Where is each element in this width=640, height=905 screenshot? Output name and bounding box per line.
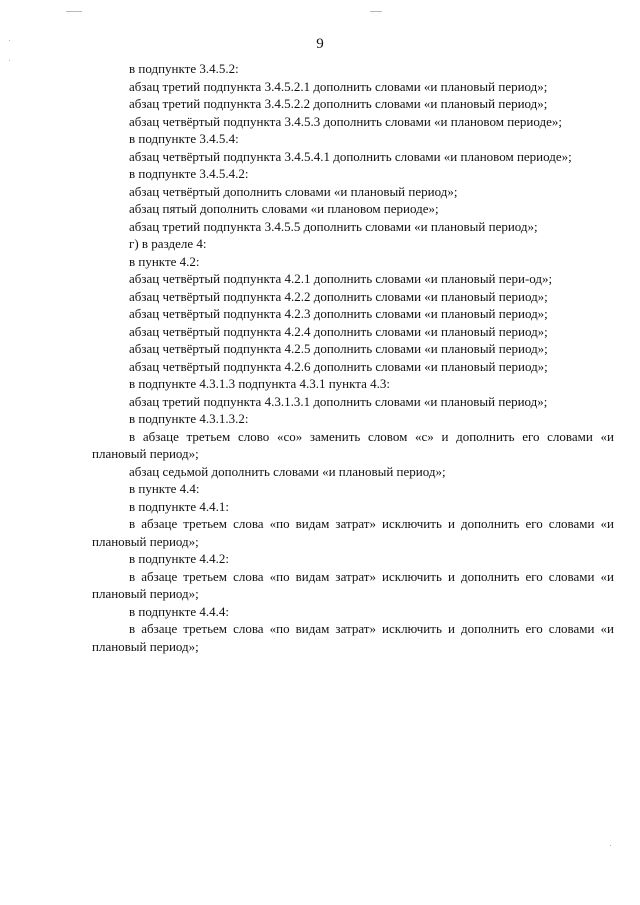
paragraph: в подпункте 4.3.1.3.2: (129, 411, 249, 426)
scan-dot-left-2 (9, 60, 10, 61)
document-body (92, 60, 614, 655)
paragraph: абзац третий подпункта 4.3.1.3.1 дополнить словами «и плановый период»; (129, 393, 548, 409)
paragraph: абзац четвёртый подпункта 4.2.1 дополнить словами «и плановый пери-од»; (129, 271, 553, 286)
paragraph: абзац четвёртый дополнить словами «и плановый период»; (129, 183, 458, 199)
paragraph: абзац четвёртый подпункта 4.2.3 дополнить словами «и плановый период»; (129, 306, 548, 321)
paragraph: в пункте 4.4: (129, 481, 200, 496)
paragraph: абзац третий подпункта 3.4.5.2.1 дополнить словами «и плановый период»; (129, 78, 548, 94)
paragraph: в подпункте 4.4.4: (129, 603, 229, 619)
paragraph: абзац третий подпункта 3.4.5.5 дополнить словами «и плановый период»; (129, 218, 538, 234)
paragraph: абзац четвёртый подпункта 4.2.4 дополнить словами «и плановый период»; (129, 323, 548, 339)
paragraph: в абзаце третьем слово «со» заменить словом «с» и дополнить его словами «и плановый период»; (92, 428, 614, 461)
paragraph: абзац третий подпункта 3.4.5.2.2 дополнить словами «и плановый период»; (129, 96, 548, 111)
paragraph: в подпункте 3.4.5.4.2: (129, 166, 249, 181)
paragraph: в абзаце третьем слова «по видам затрат» исключить и дополнить его словами «и плановый период»; (92, 516, 614, 549)
scan-mark-top-left (66, 11, 82, 12)
paragraph: в подпункте 3.4.5.2: (129, 61, 239, 76)
paragraph: в подпункте 4.4.1: (129, 498, 229, 514)
paragraph: в подпункте 3.4.5.4: (129, 131, 239, 146)
paragraph: в пункте 4.2: (129, 253, 200, 269)
page-number: 9 (316, 36, 324, 52)
scan-dot-right (610, 845, 611, 846)
scan-mark-top-right (370, 11, 382, 12)
paragraph: абзац седьмой дополнить словами «и плановый период»; (129, 463, 446, 479)
paragraph: абзац четвёртый подпункта 4.2.6 дополнить словами «и плановый период»; (129, 358, 548, 374)
paragraph: абзац пятый дополнить словами «и плановом периоде»; (129, 201, 439, 216)
paragraph: в подпункте 4.4.2: (129, 551, 229, 566)
paragraph: в абзаце третьем слова «по видам затрат» исключить и дополнить его словами «и плановый период»; (92, 568, 614, 601)
paragraph: абзац четвёртый подпункта 3.4.5.3 дополнить словами «и плановом периоде»; (129, 113, 563, 129)
paragraph: в абзаце третьем слова «по видам затрат» исключить и дополнить его словами «и плановый период»; (92, 621, 614, 654)
paragraph: в подпункте 4.3.1.3 подпункта 4.3.1 пункта 4.3: (129, 376, 390, 391)
paragraph: абзац четвёртый подпункта 4.2.2 дополнить словами «и плановый период»; (129, 288, 548, 304)
paragraph: г) в разделе 4: (129, 236, 207, 251)
paragraph: абзац четвёртый подпункта 4.2.5 дополнить словами «и плановый период»; (129, 341, 548, 356)
paragraph: абзац четвёртый подпункта 3.4.5.4.1 дополнить словами «и плановом периоде»; (129, 148, 572, 164)
